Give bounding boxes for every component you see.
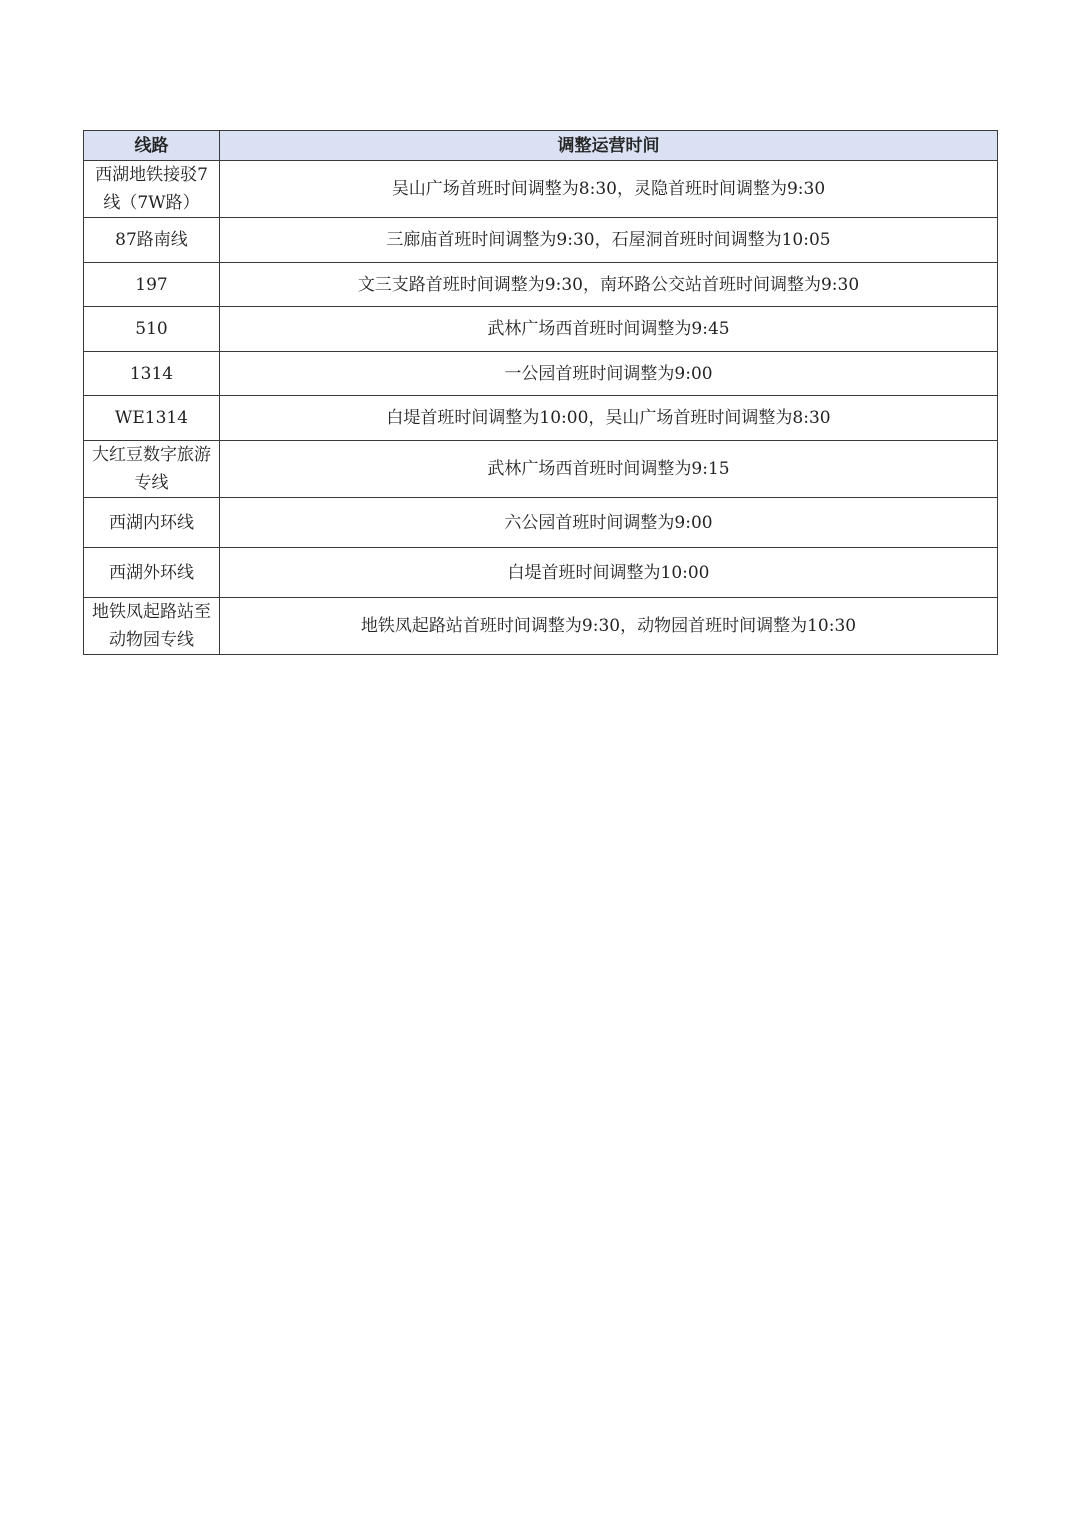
line-cell: 西湖外环线 xyxy=(84,548,220,598)
schedule-cell: 吴山广场首班时间调整为8:30，灵隐首班时间调整为9:30 xyxy=(220,161,998,218)
schedule-cell: 武林广场西首班时间调整为9:15 xyxy=(220,441,998,498)
table-row xyxy=(84,263,998,307)
table-row xyxy=(84,218,998,263)
table-row xyxy=(84,352,998,396)
line-cell: 1314 xyxy=(84,352,220,396)
schedule-table xyxy=(83,130,998,655)
line-cell: 西湖内环线 xyxy=(84,498,220,548)
schedule-cell: 地铁凤起路站首班时间调整为9:30，动物园首班时间调整为10:30 xyxy=(220,598,998,655)
schedule-cell: 文三支路首班时间调整为9:30，南环路公交站首班时间调整为9:30 xyxy=(220,263,998,307)
table-row xyxy=(84,307,998,352)
table-row xyxy=(84,441,998,498)
line-cell: 510 xyxy=(84,307,220,352)
header-line: 线路 xyxy=(84,131,220,161)
schedule-cell: 三廊庙首班时间调整为9:30，石屋洞首班时间调整为10:05 xyxy=(220,218,998,263)
line-cell: 197 xyxy=(84,263,220,307)
schedule-cell: 白堤首班时间调整为10:00 xyxy=(220,548,998,598)
line-cell: 87路南线 xyxy=(84,218,220,263)
table-row xyxy=(84,498,998,548)
schedule-cell: 六公园首班时间调整为9:00 xyxy=(220,498,998,548)
schedule-cell: 武林广场西首班时间调整为9:45 xyxy=(220,307,998,352)
table-row xyxy=(84,161,998,218)
line-cell: 大红豆数字旅游专线 xyxy=(84,441,220,498)
table-row xyxy=(84,548,998,598)
table-row xyxy=(84,396,998,441)
schedule-cell: 白堤首班时间调整为10:00，吴山广场首班时间调整为8:30 xyxy=(220,396,998,441)
header-schedule: 调整运营时间 xyxy=(220,131,998,161)
schedule-cell: 一公园首班时间调整为9:00 xyxy=(220,352,998,396)
table-row xyxy=(84,598,998,655)
line-cell: WE1314 xyxy=(84,396,220,441)
table-header-row xyxy=(84,131,998,161)
line-cell: 地铁凤起路站至动物园专线 xyxy=(84,598,220,655)
line-cell: 西湖地铁接驳7线（7W路） xyxy=(84,161,220,218)
